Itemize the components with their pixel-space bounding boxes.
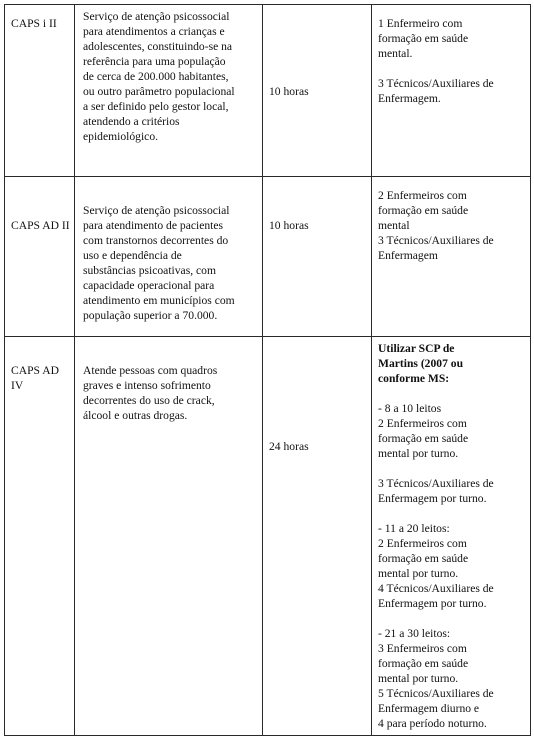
text-line: 1 Enfermeiro com [378,17,463,30]
description-text [75,177,262,323]
text-line: para atendimento de pacientes [83,219,224,232]
unit-cell [5,177,75,337]
text-line: Enfermagem [378,249,438,262]
staff-cell [372,177,531,337]
text-line: 2 Enfermeiros com [378,537,467,550]
text-line: 4 para período noturno. [378,717,487,730]
text-line: com transtornos decorrentes do [83,234,229,247]
text-line: mental por turno. [378,672,459,685]
text-line: formação em saúde [378,657,469,670]
blank-line [378,611,530,626]
text-line: mental por turno. [378,567,459,580]
staff-cell [372,337,531,736]
text-line: formação em saúde [378,204,469,217]
caps-staffing-table [4,4,531,736]
text-line: 5 Técnicos/Auxiliares de [378,687,494,700]
text-line: Enfermagem por turno. [378,492,487,505]
text-line: formação em saúde [378,432,469,445]
text-line: 2 Enfermeiros com [378,189,467,202]
text-line: - 11 a 20 leitos: [378,522,450,535]
text-line: a ser definido pelo gestor local, [83,100,229,113]
unit-name: CAPS AD IV [11,364,60,392]
text-line: Serviço de atenção psicossocial [83,204,230,217]
unit-cell [5,337,75,736]
table-row [5,337,531,736]
text-line: decorrentes do uso de crack, [83,394,215,407]
text-line: para atendimentos a crianças e [83,25,225,38]
hours-cell [263,5,372,177]
text-line: atendendo a critérios [83,115,180,128]
text-line: epidemiológico. [83,130,159,143]
staff-heading-line: conforme MS: [378,372,450,385]
text-line: Enfermagem diurno e [378,702,480,715]
hours-text: 10 horas [269,85,309,98]
staff-cell [372,5,531,177]
unit-name: CAPS i II [11,17,57,30]
staff-text [372,177,530,263]
text-line: formação em saúde [378,552,469,565]
hours-cell [263,177,372,337]
text-line: Serviço de atenção psicossocial [83,10,230,23]
text-line: capacidade operacional para [83,279,215,292]
text-line: adolescentes, constituindo-se na [83,40,233,53]
unit-cell [5,5,75,177]
unit-name: CAPS AD II [11,219,70,232]
text-line: atendimento em municípios com [83,294,235,307]
text-line: Atende pessoas com quadros [83,364,218,377]
text-line: álcool e outras drogas. [83,409,188,422]
table-row [5,177,531,337]
blank-line [378,461,530,476]
text-line: 3 Técnicos/Auxiliares de [378,77,494,90]
text-line: 2 Enfermeiros com [378,417,467,430]
description-cell [75,177,263,337]
blank-line [378,61,530,76]
text-line: substâncias psicoativas, com [83,264,216,277]
table-row [5,5,531,177]
text-line: - 21 a 30 leitos: [378,627,451,640]
text-line: de cerca de 200.000 habitantes, [83,70,229,83]
blank-line [378,386,530,401]
hours-cell [263,337,372,736]
staff-heading-line: Martins (2007 ou [378,357,464,370]
text-line: mental [378,219,410,232]
hours-text: 24 horas [269,440,309,453]
staff-text [372,5,530,106]
text-line: população superior a 70.000. [83,309,218,322]
text-line: 3 Técnicos/Auxiliares de [378,234,494,247]
text-line: referência para uma população [83,55,226,68]
description-cell [75,337,263,736]
text-line: graves e intenso sofrimento [83,379,211,392]
hours-text: 10 horas [269,219,309,232]
text-line: mental. [378,47,413,60]
description-text [75,5,262,144]
description-text [75,337,262,423]
text-line: mental por turno. [378,447,459,460]
text-line: ou outro parâmetro populacional [83,85,235,98]
text-line: formação em saúde [378,32,469,45]
text-line: 3 Enfermeiros com [378,642,467,655]
blank-line [378,506,530,521]
text-line: uso e dependência de [83,249,182,262]
staff-text [372,337,530,731]
text-line: 3 Técnicos/Auxiliares de [378,477,494,490]
text-line: Enfermagem por turno. [378,597,487,610]
description-cell [75,5,263,177]
text-line: - 8 a 10 leitos [378,402,442,415]
text-line: Enfermagem. [378,92,441,105]
text-line: 4 Técnicos/Auxiliares de [378,582,494,595]
staff-heading-line: Utilizar SCP de [378,342,455,355]
